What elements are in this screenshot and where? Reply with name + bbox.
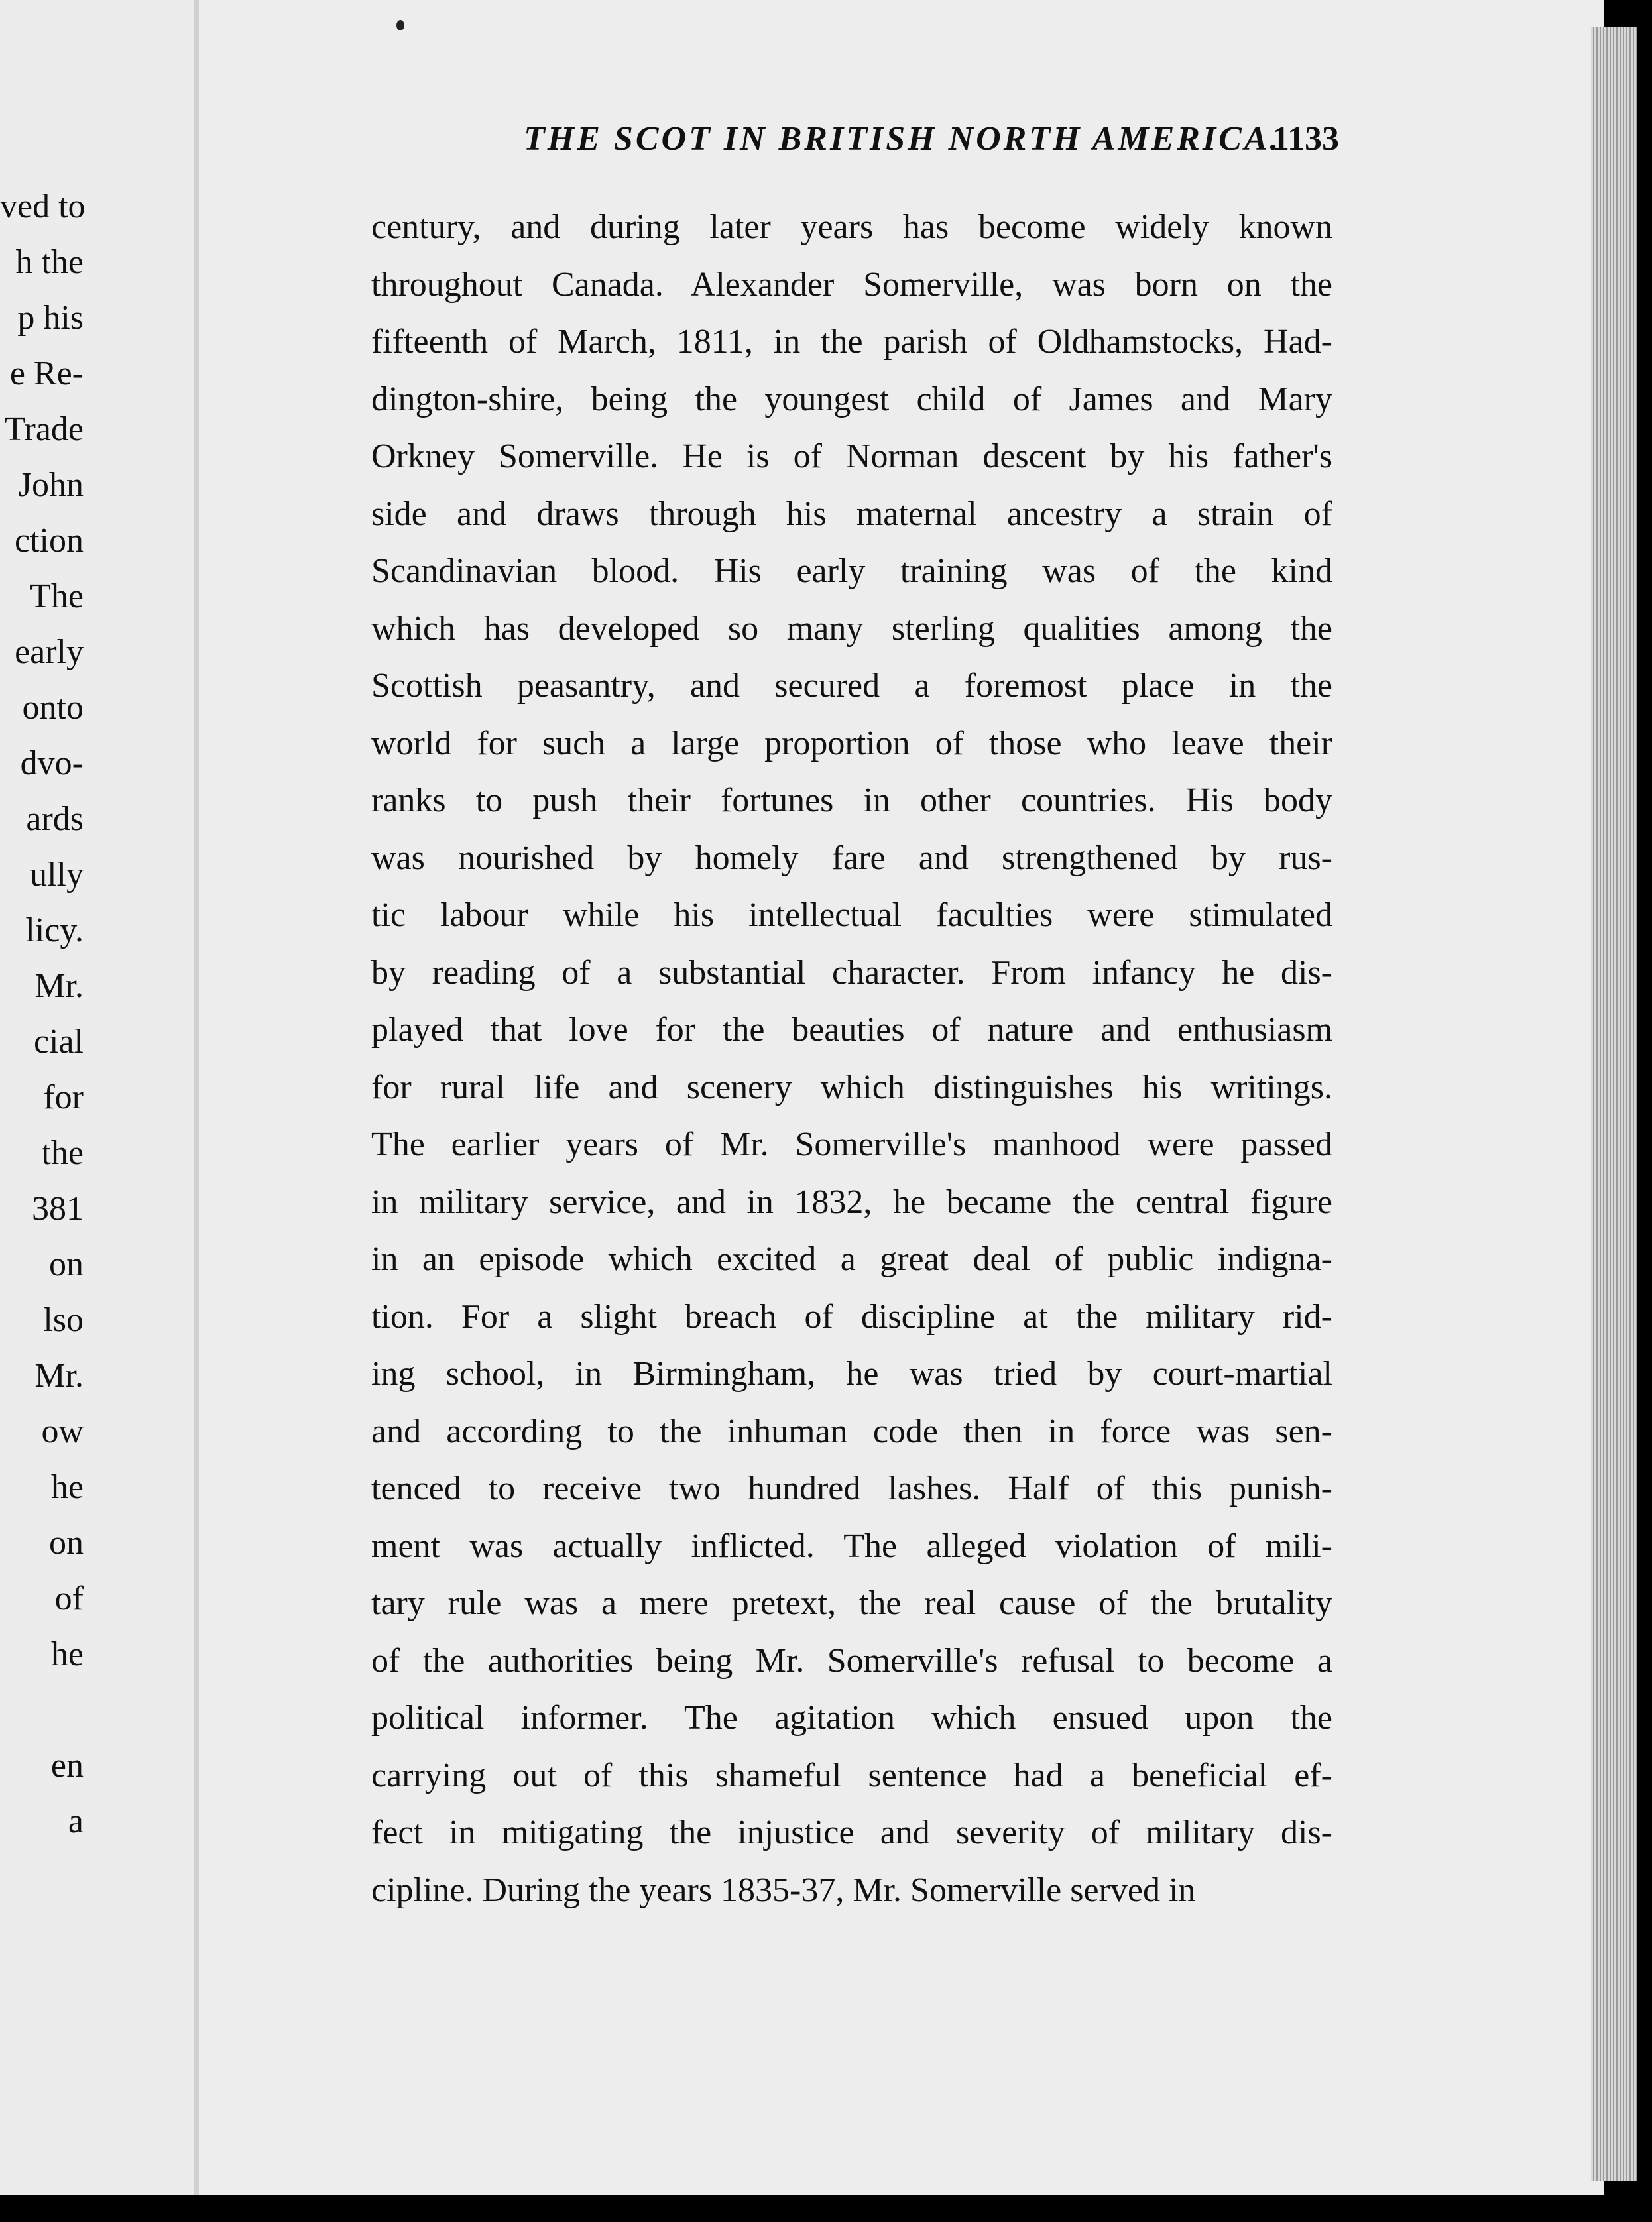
text-line: which has developed so many sterling qualities among the bbox=[371, 609, 1332, 648]
page-number: 1133 bbox=[1271, 120, 1339, 158]
text-line: ing school, in Birmingham, he was tried by court-martial bbox=[371, 1355, 1332, 1393]
left-page-fragment: John bbox=[18, 466, 84, 504]
text-line: in military service, and in 1832, he became the central figure bbox=[371, 1183, 1332, 1221]
left-page-fragment: ards bbox=[26, 800, 84, 838]
text-line: political informer. The agitation which ensued upon the bbox=[371, 1699, 1332, 1737]
left-page-fragment: p his bbox=[17, 299, 84, 337]
text-line: side and draws through his maternal ancestry a strain of bbox=[371, 495, 1332, 533]
left-page-fragment: for bbox=[43, 1079, 84, 1116]
left-page-fragment: ow bbox=[41, 1413, 84, 1450]
text-line: throughout Canada. Alexander Somerville, was born on the bbox=[371, 265, 1332, 304]
left-page-text-fragments bbox=[0, 179, 194, 1849]
text-line: ment was actually inflicted. The alleged violation of mili- bbox=[371, 1527, 1332, 1565]
text-line: tion. For a slight breach of discipline at the military rid- bbox=[371, 1297, 1332, 1336]
text-line: ranks to push their fortunes in other countries. His body bbox=[371, 782, 1332, 819]
left-page-fragment: early bbox=[15, 633, 84, 671]
left-page-fragment: e Re- bbox=[9, 355, 84, 392]
left-page-fragment: he bbox=[50, 1468, 84, 1506]
left-page-fragment: The bbox=[30, 577, 84, 615]
left-page-fragment: ved to bbox=[0, 188, 86, 225]
left-page bbox=[0, 0, 199, 2195]
left-page-fragment: of bbox=[54, 1580, 84, 1617]
left-page-fragment: a bbox=[68, 1802, 84, 1840]
left-page-fragment: he bbox=[50, 1635, 84, 1673]
text-line: for rural life and scenery which distinguishes his writings. bbox=[371, 1068, 1332, 1106]
text-line: fect in mitigating the injustice and severity of military dis- bbox=[371, 1814, 1332, 1851]
left-page-fragment: 381 bbox=[32, 1190, 84, 1228]
text-line: The earlier years of Mr. Somerville's manhood were passed bbox=[371, 1126, 1332, 1163]
ink-speck bbox=[396, 20, 404, 30]
left-page-fragment: Mr. bbox=[34, 1357, 84, 1395]
left-page-fragment: the bbox=[41, 1134, 84, 1172]
left-page-fragment: cial bbox=[33, 1023, 84, 1061]
text-line: Orkney Somerville. He is of Norman descent by his father's bbox=[371, 438, 1332, 475]
left-page-fragment: on bbox=[49, 1524, 84, 1562]
text-line: Scottish peasantry, and secured a foremost place in the bbox=[371, 667, 1332, 705]
body-text bbox=[371, 199, 1332, 1919]
left-page-fragment: ully bbox=[30, 856, 84, 894]
text-line: tary rule was a mere pretext, the real cause of the brutality bbox=[371, 1584, 1332, 1622]
left-page-fragment: Mr. bbox=[34, 967, 84, 1005]
left-page-fragment: h the bbox=[15, 243, 84, 281]
text-line: tic labour while his intellectual faculties were stimulated bbox=[371, 896, 1332, 934]
text-line: century, and during later years has become widely known bbox=[371, 208, 1332, 246]
left-page-fragment: on bbox=[49, 1246, 84, 1283]
text-line: by reading of a substantial character. From infancy he dis- bbox=[371, 953, 1332, 992]
left-page-fragment bbox=[0, 1682, 194, 1738]
text-line: fifteenth of March, 1811, in the parish of Oldhamstocks, Had- bbox=[371, 323, 1332, 361]
text-line: of the authorities being Mr. Somerville's refusal to become a bbox=[371, 1641, 1332, 1680]
left-page-fragment: ction bbox=[15, 522, 84, 559]
left-page-fragment: dvo- bbox=[20, 744, 84, 782]
text-line: carrying out of this shameful sentence had a beneficial ef- bbox=[371, 1756, 1332, 1794]
left-page-fragment: licy. bbox=[25, 911, 84, 949]
running-head-title: THE SCOT IN BRITISH NORTH AMERICA. bbox=[524, 120, 1281, 158]
left-page-fragment: onto bbox=[22, 689, 84, 727]
text-line: dington-shire, being the youngest child of James and Mary bbox=[371, 380, 1332, 418]
text-line: world for such a large proportion of those who leave their bbox=[371, 724, 1332, 762]
left-page-fragment: en bbox=[50, 1747, 84, 1784]
text-line: Scandinavian blood. His early training was of the kind bbox=[371, 552, 1332, 590]
left-page-fragment: lso bbox=[43, 1301, 84, 1339]
text-line: and according to the inhuman code then in force was sen- bbox=[371, 1412, 1332, 1450]
text-line: played that love for the beauties of nature and enthusiasm bbox=[371, 1011, 1332, 1049]
text-line: cipline. During the years 1835-37, Mr. Somerville served in bbox=[371, 1871, 1196, 1909]
text-line: in an episode which excited a great deal of public indigna- bbox=[371, 1240, 1332, 1278]
text-line: tenced to receive two hundred lashes. Half of this punish- bbox=[371, 1470, 1332, 1507]
running-head bbox=[325, 119, 1352, 179]
page-edges bbox=[1591, 27, 1637, 2181]
left-page-fragment: Trade bbox=[4, 410, 84, 448]
text-line: was nourished by homely fare and strengthened by rus- bbox=[371, 839, 1332, 877]
